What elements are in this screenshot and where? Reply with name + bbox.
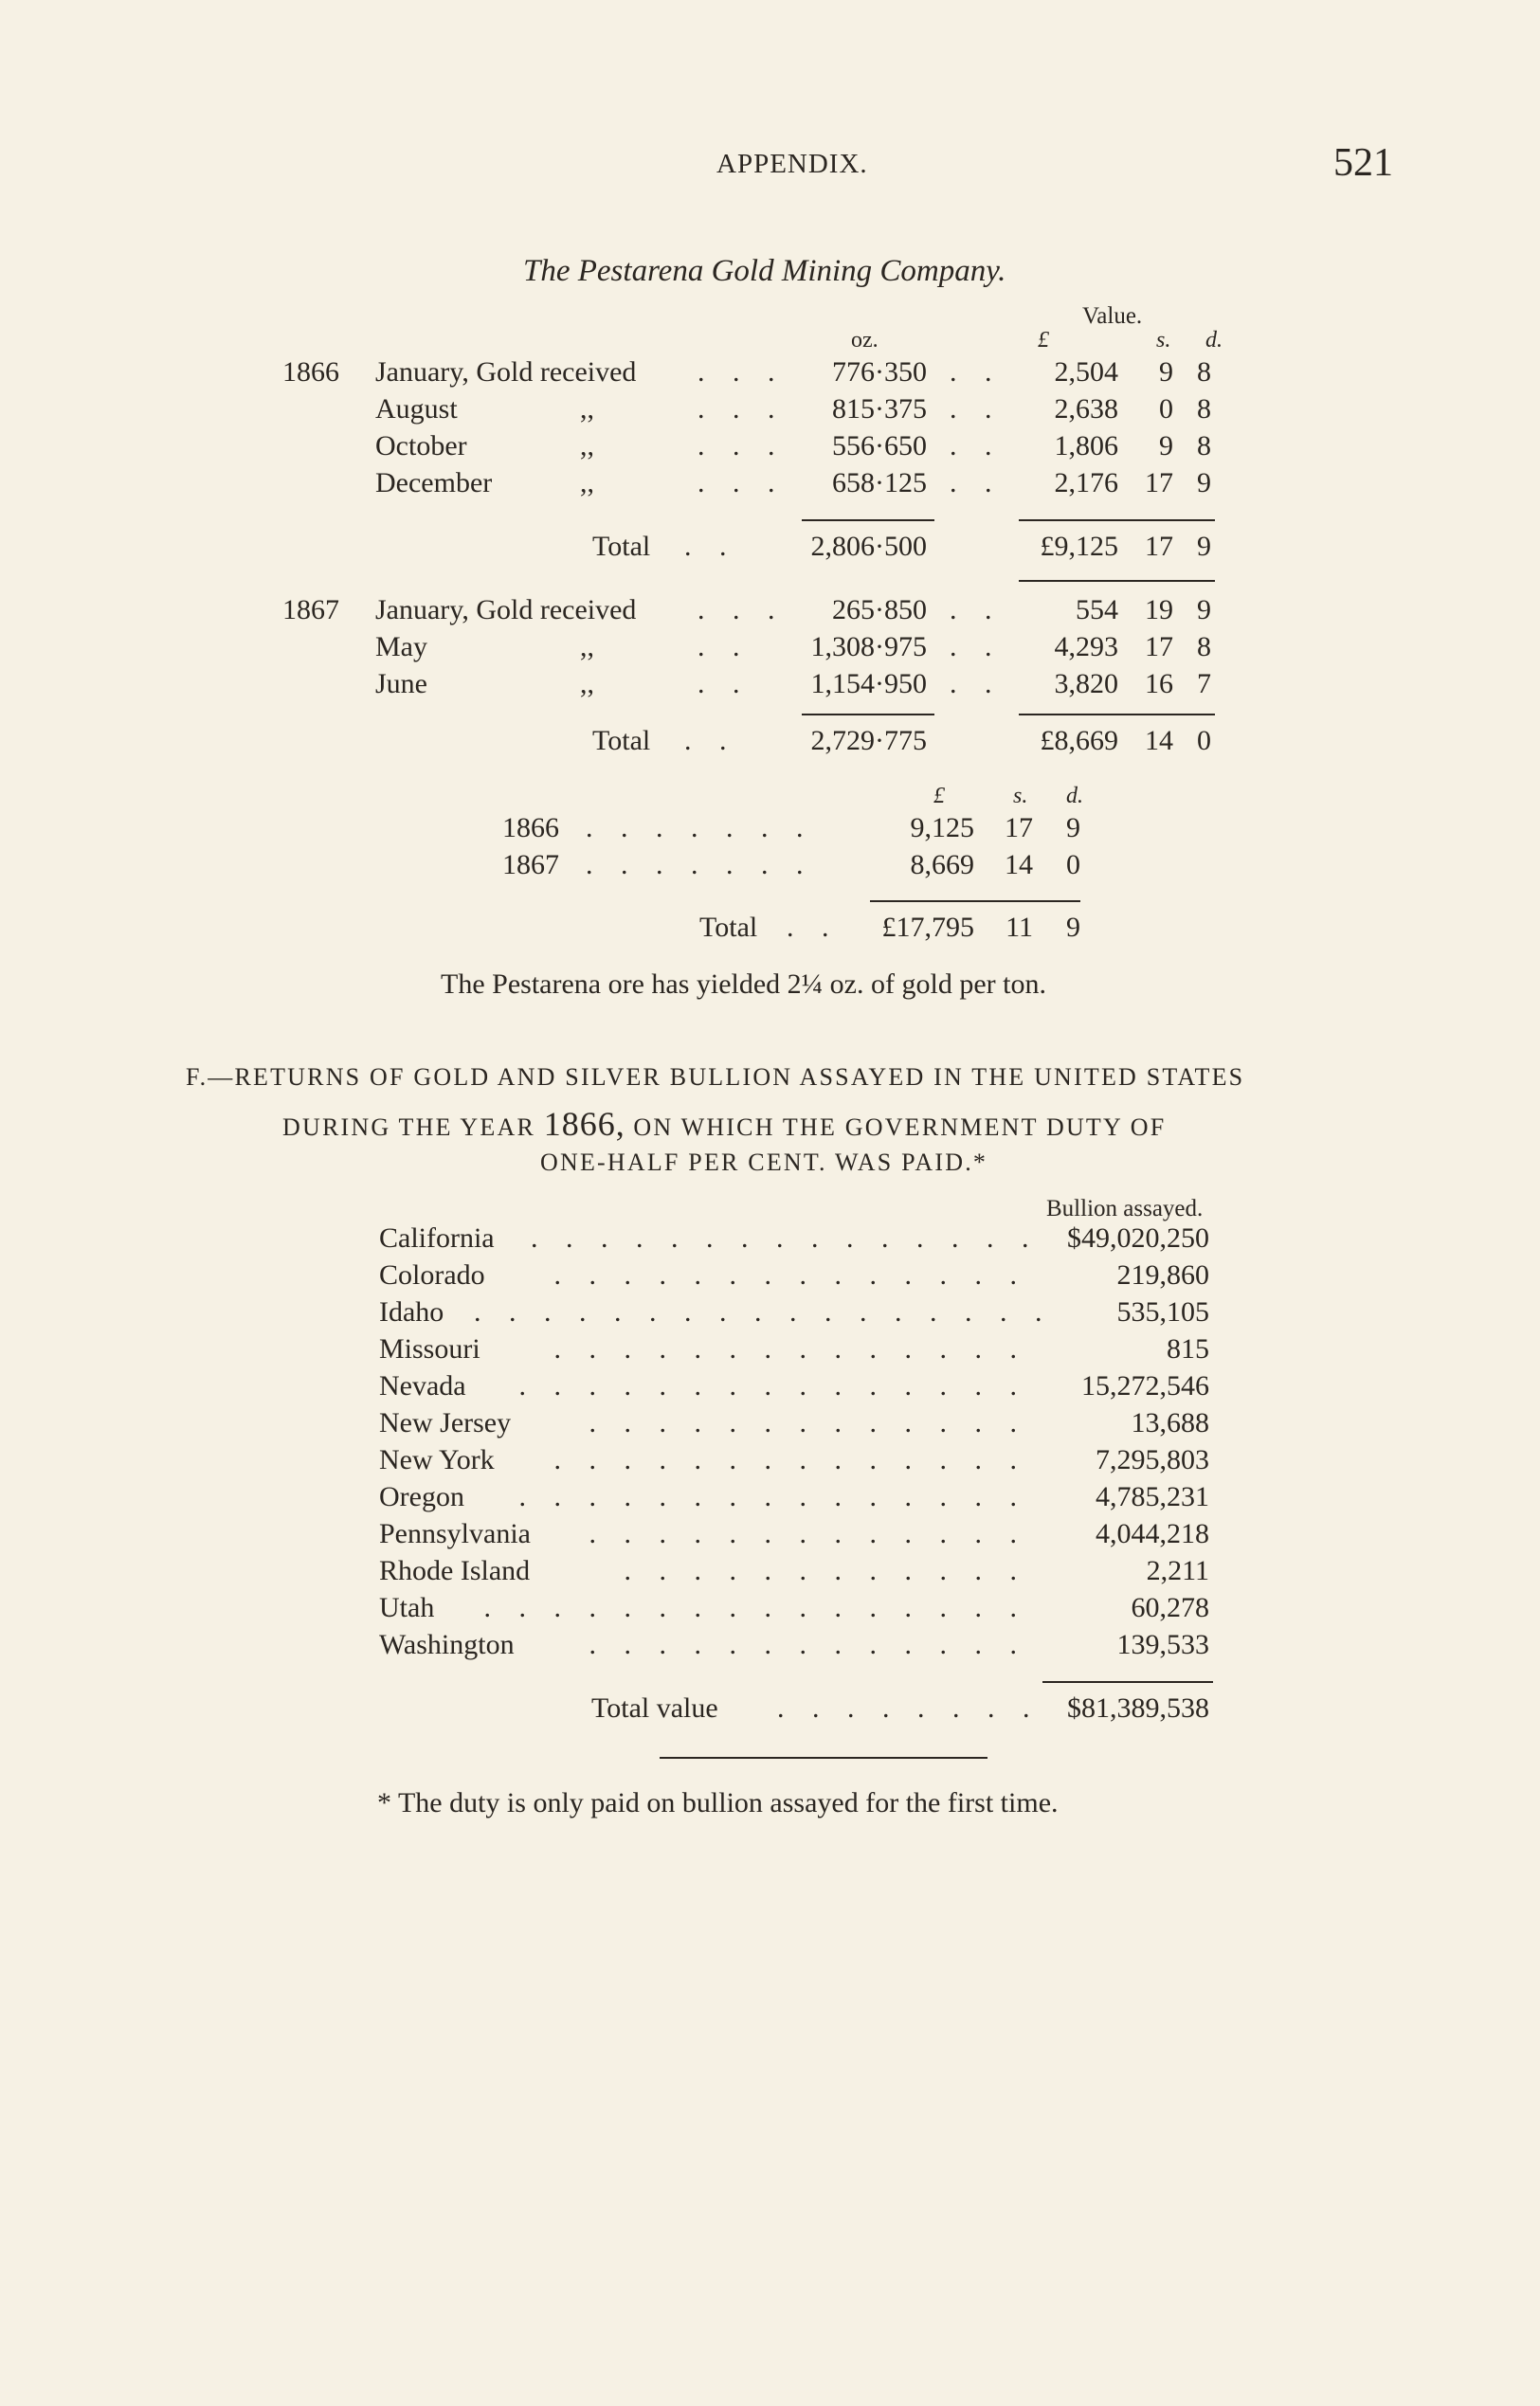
bullion-value: 219,860 (1116, 1259, 1209, 1291)
leader-dots: . . . . . . . (586, 812, 814, 843)
sum-rule (1019, 714, 1215, 715)
bullion-value: 13,688 (1131, 1407, 1209, 1438)
oz-value: 1,308·975 (810, 631, 927, 662)
section-heading-line1: F.—RETURNS OF GOLD AND SILVER BULLION ASSAYED IN THE UNITED STATES (186, 1063, 1245, 1091)
pence-total: 9 (1197, 531, 1211, 562)
bullion-value: 60,278 (1131, 1592, 1209, 1623)
state-label: Washington (379, 1629, 515, 1660)
summary-total-pound: £17,795 (881, 912, 974, 943)
heading-year: 1866, (543, 1105, 625, 1143)
total-label: Total (592, 725, 651, 756)
shilling-value: 16 (1145, 668, 1173, 699)
section-heading-line3: ONE-HALF PER CENT. WAS PAID.* (540, 1149, 988, 1176)
shilling-total: 14 (1145, 725, 1173, 756)
state-label: New Jersey (379, 1407, 512, 1438)
oz-header: oz. (851, 328, 879, 353)
pence-value: 9 (1197, 594, 1211, 625)
state-label: Rhode Island (379, 1555, 531, 1586)
oz-value: 1,154·950 (810, 668, 927, 699)
month-label: May (375, 631, 427, 662)
summary-pence-header: d. (1066, 784, 1083, 808)
state-label: Idaho (379, 1296, 444, 1328)
leader-dots: . . . . . . . . . . . . . (589, 1518, 1027, 1549)
leader-dots: . . . . . . . (586, 849, 814, 880)
month-label: June (375, 668, 427, 699)
summary-shilling: 17 (1005, 812, 1033, 843)
leader-dots: . . . . . . . . . . . . . . . . (483, 1592, 1027, 1623)
heading-line2-pre: DURING THE YEAR (282, 1113, 535, 1141)
sum-rule (1042, 1681, 1213, 1683)
summary-total-pence: 9 (1066, 912, 1080, 943)
pence-value: 9 (1197, 467, 1211, 498)
value-header: Value. (1082, 303, 1143, 329)
total-label: Total (592, 531, 651, 562)
leader-dots: . . . . . . . . . . . . . . (553, 1333, 1027, 1365)
page-number: 521 (1333, 141, 1393, 185)
leader-dots: . . (698, 668, 751, 699)
month-label: January, Gold received (375, 356, 637, 388)
leader-dots: . . . . . . . . . . . . . (589, 1629, 1027, 1660)
oz-value: 658·125 (832, 467, 927, 498)
state-label: Utah (379, 1592, 435, 1623)
ditto-mark: ,, (580, 430, 594, 461)
bullion-value: 139,533 (1116, 1629, 1209, 1660)
sum-rule (802, 714, 934, 715)
total-bullion-value: $81,389,538 (1067, 1692, 1209, 1724)
leader-dots: . . (950, 393, 1003, 425)
sum-rule (1019, 580, 1215, 582)
leader-dots: . . (950, 668, 1003, 699)
state-label: New York (379, 1444, 495, 1475)
leader-dots: . . . . . . . . . . . . . . (553, 1259, 1027, 1291)
bullion-value: 2,211 (1146, 1555, 1209, 1586)
shilling-value: 17 (1145, 467, 1173, 498)
leader-dots: . . (684, 531, 737, 562)
sum-rule (802, 519, 934, 521)
leader-dots: . . . (698, 356, 786, 388)
pound-header: £ (1038, 328, 1049, 353)
state-label: Oregon (379, 1481, 464, 1512)
pound-total: £8,669 (1040, 725, 1118, 756)
leader-dots: . . . (698, 430, 786, 461)
state-label: Pennsylvania (379, 1518, 531, 1549)
month-label: December (375, 467, 493, 498)
ditto-mark: ,, (580, 393, 594, 425)
leader-dots: . . . . . . . . . . . . . . . (518, 1370, 1027, 1402)
leader-dots: . . . . . . . . . . . . . (589, 1407, 1027, 1438)
bullion-value: 4,044,218 (1096, 1518, 1209, 1549)
leader-dots: . . . . . . . . . . . . (624, 1555, 1027, 1586)
footnote: * The duty is only paid on bullion assayed for the first time. (377, 1787, 1059, 1818)
summary-shilling: 14 (1005, 849, 1033, 880)
summary-total-label: Total (699, 912, 758, 943)
year-label: 1866 (282, 356, 339, 388)
ore-yield-note: The Pestarena ore has yielded 2¼ oz. of gold per ton. (441, 968, 1046, 1000)
leader-dots: . . (950, 430, 1003, 461)
summary-year: 1867 (502, 849, 559, 880)
bullion-value: 815 (1167, 1333, 1209, 1365)
pound-value: 4,293 (1054, 631, 1118, 662)
leader-dots: . . (698, 631, 751, 662)
leader-dots: . . (950, 356, 1003, 388)
shilling-value: 17 (1145, 631, 1173, 662)
oz-value: 815·375 (832, 393, 927, 425)
summary-pence: 0 (1066, 849, 1080, 880)
pound-value: 2,638 (1054, 393, 1118, 425)
summary-year: 1866 (502, 812, 559, 843)
bullion-value: $49,020,250 (1067, 1222, 1209, 1254)
leader-dots: . . (684, 725, 737, 756)
leader-dots: . . (950, 467, 1003, 498)
oz-total: 2,806·500 (810, 531, 927, 562)
oz-value: 776·350 (832, 356, 927, 388)
pence-total: 0 (1197, 725, 1211, 756)
pound-value: 554 (1076, 594, 1118, 625)
year-label: 1867 (282, 594, 339, 625)
running-head: APPENDIX. (716, 149, 868, 179)
pound-value: 3,820 (1054, 668, 1118, 699)
leader-dots: . . (950, 594, 1003, 625)
summary-shilling-header: s. (1013, 784, 1028, 808)
oz-value: 265·850 (832, 594, 927, 625)
leader-dots: . . . (698, 467, 786, 498)
heading-line2-post: ON WHICH THE GOVERNMENT DUTY OF (633, 1113, 1167, 1141)
leader-dots: . . . . . . . . . . . . . . (553, 1444, 1027, 1475)
pound-value: 2,504 (1054, 356, 1118, 388)
pound-value: 1,806 (1054, 430, 1118, 461)
leader-dots: . . . (698, 393, 786, 425)
shilling-value: 19 (1145, 594, 1173, 625)
total-value-label: Total value (591, 1692, 718, 1724)
pence-value: 8 (1197, 393, 1211, 425)
month-label: January, Gold received (375, 594, 637, 625)
summary-pound: 9,125 (910, 812, 974, 843)
summary-pound: 8,669 (910, 849, 974, 880)
month-label: October (375, 430, 467, 461)
ditto-mark: ,, (580, 668, 594, 699)
bullion-column-header: Bullion assayed. (1046, 1196, 1204, 1221)
bullion-value: 15,272,546 (1081, 1370, 1209, 1402)
section-title: The Pestarena Gold Mining Company. (523, 254, 1006, 288)
pence-value: 8 (1197, 631, 1211, 662)
pound-value: 2,176 (1054, 467, 1118, 498)
state-label: Colorado (379, 1259, 485, 1291)
shilling-value: 0 (1159, 393, 1173, 425)
state-label: Missouri (379, 1333, 480, 1365)
shilling-total: 17 (1145, 531, 1173, 562)
bullion-value: 535,105 (1116, 1296, 1209, 1328)
bullion-value: 4,785,231 (1096, 1481, 1209, 1512)
shilling-header: s. (1156, 328, 1171, 353)
pence-value: 8 (1197, 356, 1211, 388)
leader-dots: . . . . . . . . . . . . . . . . . (474, 1296, 1053, 1328)
shilling-value: 9 (1159, 356, 1173, 388)
leader-dots: . . . . . . . . . . . . . . . (531, 1222, 1040, 1254)
pence-value: 8 (1197, 430, 1211, 461)
state-label: Nevada (379, 1370, 466, 1402)
ditto-mark: ,, (580, 467, 594, 498)
leader-dots: . . . . . . . . . . . . . . . (518, 1481, 1027, 1512)
pence-header: d. (1205, 328, 1223, 353)
sum-rule (870, 900, 1080, 902)
shilling-value: 9 (1159, 430, 1173, 461)
leader-dots: . . . (698, 594, 786, 625)
state-label: California (379, 1222, 495, 1254)
section-heading-line2 (282, 1104, 1166, 1144)
footnote-rule (660, 1757, 987, 1759)
leader-dots: . . . . . . . . (777, 1692, 1041, 1724)
summary-pound-header: £ (933, 784, 945, 808)
bullion-value: 7,295,803 (1096, 1444, 1209, 1475)
leader-dots: . . (950, 631, 1003, 662)
oz-value: 556·650 (832, 430, 927, 461)
summary-total-shilling: 11 (1006, 912, 1033, 943)
month-label: August (375, 393, 458, 425)
sum-rule (1019, 519, 1215, 521)
pound-total: £9,125 (1040, 531, 1118, 562)
leader-dots: . . (787, 912, 840, 943)
oz-total: 2,729·775 (810, 725, 927, 756)
summary-pence: 9 (1066, 812, 1080, 843)
ditto-mark: ,, (580, 631, 594, 662)
pence-value: 7 (1197, 668, 1211, 699)
